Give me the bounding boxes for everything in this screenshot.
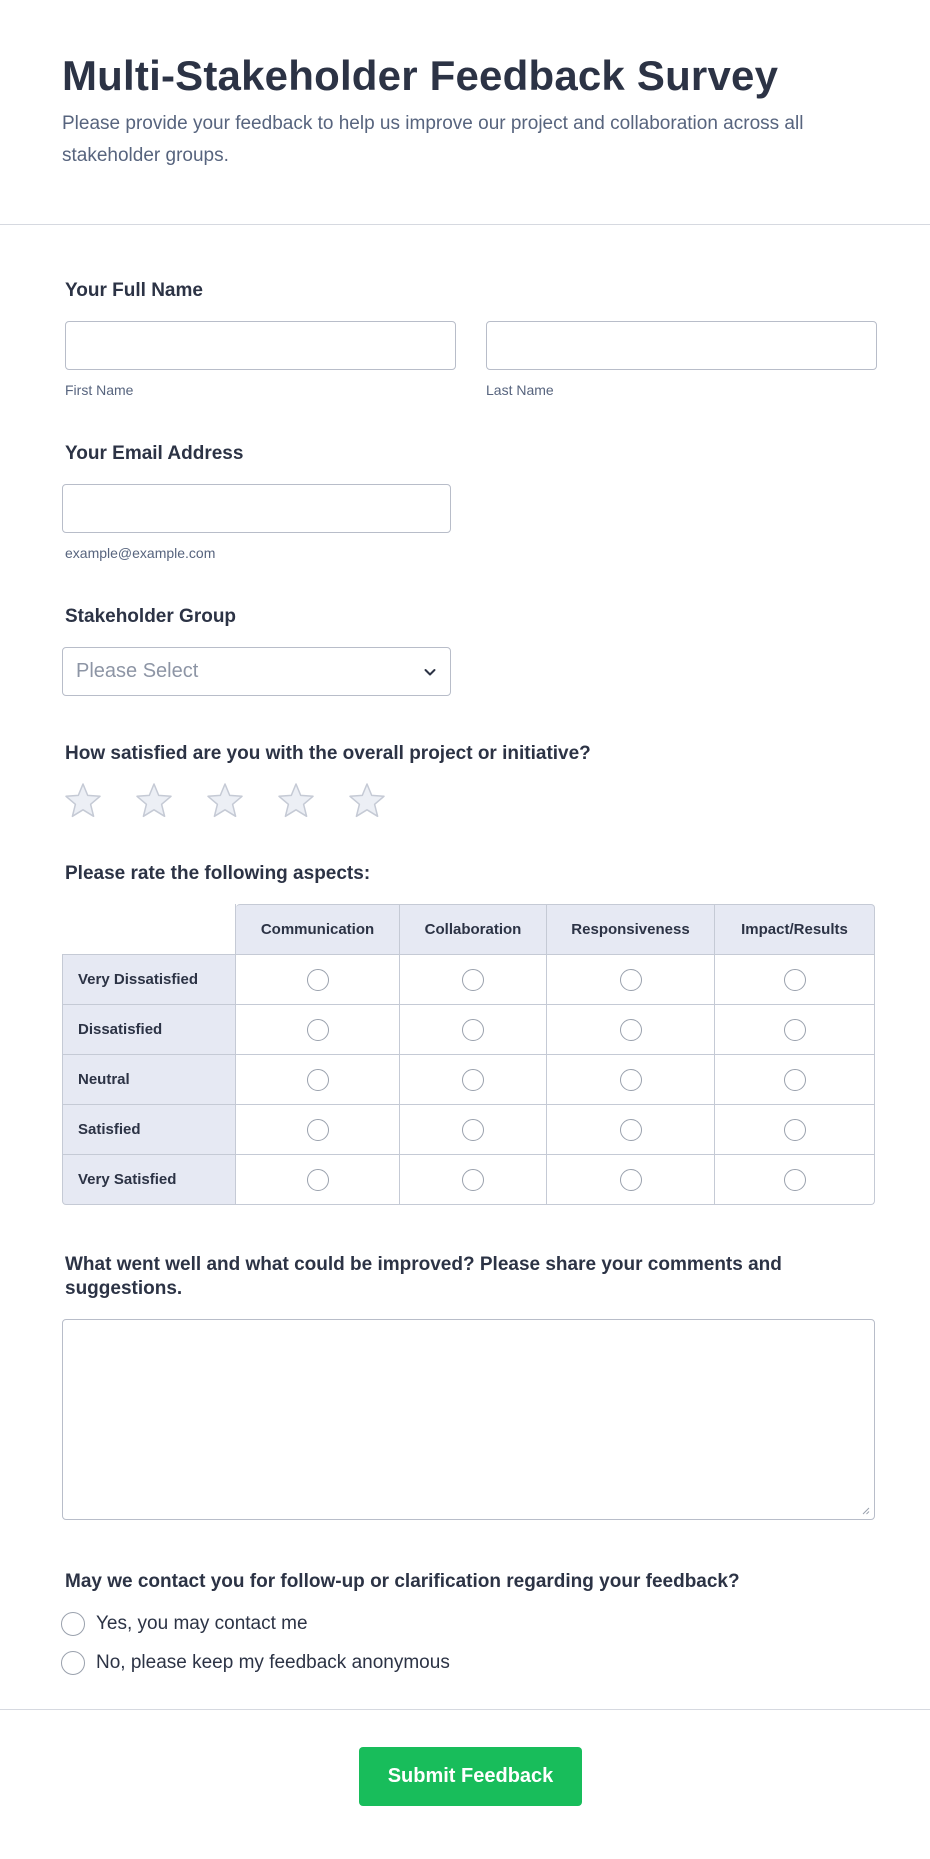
full-name-section [62,279,868,398]
comments-section [62,1253,868,1520]
satisfaction-label: How satisfied are you with the overall project or initiative? [65,743,591,764]
matrix-cell [547,1105,715,1155]
matrix-radio[interactable] [307,969,329,991]
matrix-radio[interactable] [620,1169,642,1191]
matrix-column-header: Responsiveness [547,904,715,955]
matrix-cell [236,1105,400,1155]
contact-option-no-label: No, please keep my feedback anonymous [96,1652,450,1673]
name-row [65,321,868,398]
matrix-cell [547,955,715,1005]
radio-no[interactable] [61,1651,85,1675]
contact-option-yes-label: Yes, you may contact me [96,1613,308,1634]
matrix-cell [400,1005,547,1055]
email-label: Your Email Address [65,443,244,464]
matrix-corner [62,904,236,955]
matrix-cell [715,1005,875,1055]
last-name-col [486,321,877,398]
matrix-radio[interactable] [462,1169,484,1191]
matrix-radio[interactable] [307,1069,329,1091]
matrix-radio[interactable] [462,1119,484,1141]
matrix-radio[interactable] [784,969,806,991]
matrix-radio[interactable] [462,1069,484,1091]
matrix-row [62,1105,875,1155]
matrix-cell [715,1055,875,1105]
matrix-row [62,1005,875,1055]
matrix-row [62,1055,875,1105]
matrix-column-header: Impact/Results [715,904,875,955]
matrix-radio[interactable] [620,1069,642,1091]
matrix-radio[interactable] [784,1069,806,1091]
first-name-sublabel: First Name [65,382,134,398]
email-input[interactable] [62,484,451,533]
matrix-radio[interactable] [462,1019,484,1041]
matrix-radio[interactable] [620,1019,642,1041]
resize-grip-icon[interactable] [860,1505,870,1515]
star-icon[interactable] [134,782,174,820]
matrix-cell [400,1155,547,1205]
contact-label: May we contact you for follow-up or clarification regarding your feedback? [65,1571,740,1592]
form-footer [0,1709,930,1859]
star-rating [63,782,868,820]
satisfaction-section [62,742,868,820]
matrix-radio[interactable] [784,1019,806,1041]
matrix-cell [400,955,547,1005]
contact-section [62,1570,868,1675]
stakeholder-group-section [62,605,868,696]
rating-matrix [62,904,875,1205]
matrix-cell [400,1105,547,1155]
contact-options [62,1612,868,1675]
first-name-input[interactable] [65,321,456,370]
matrix-column-header: Communication [236,904,400,955]
matrix-radio[interactable] [307,1119,329,1141]
contact-option-no[interactable] [61,1651,868,1675]
matrix-cell [236,1155,400,1205]
matrix-row [62,955,875,1005]
matrix-radio[interactable] [462,969,484,991]
form-header [0,0,930,225]
first-name-col [65,321,456,398]
page-subtitle: Please provide your feedback to help us improve our project and collaboration across all stakeholder groups. [62,113,804,166]
contact-option-yes[interactable] [61,1612,868,1636]
matrix-row-label: Dissatisfied [62,1005,236,1055]
matrix-radio[interactable] [620,969,642,991]
star-icon[interactable] [205,782,245,820]
submit-button[interactable]: Submit Feedback [359,1747,582,1806]
matrix-label: Please rate the following aspects: [65,863,371,884]
matrix-row-label: Very Satisfied [62,1155,236,1205]
chevron-down-icon [422,664,438,680]
page-title: Multi-Stakeholder Feedback Survey [62,52,779,99]
matrix-cell [236,1055,400,1105]
matrix-row-label: Neutral [62,1055,236,1105]
matrix-cell [236,955,400,1005]
matrix-cell [547,1155,715,1205]
star-icon[interactable] [347,782,387,820]
matrix-row-label: Very Dissatisfied [62,955,236,1005]
matrix-column-header: Collaboration [400,904,547,955]
matrix-row [62,1155,875,1205]
radio-yes[interactable] [61,1612,85,1636]
last-name-sublabel: Last Name [486,382,554,398]
stakeholder-group-select[interactable] [62,647,451,696]
matrix-radio[interactable] [307,1019,329,1041]
email-sublabel: example@example.com [65,545,216,561]
comments-label: What went well and what could be improved? Please share your comments and suggestions. [65,1254,782,1299]
matrix-cell [715,1105,875,1155]
full-name-label: Your Full Name [65,280,203,301]
email-section [62,442,868,561]
matrix-radio[interactable] [784,1169,806,1191]
last-name-input[interactable] [486,321,877,370]
matrix-cell [715,955,875,1005]
survey-form [0,279,930,1675]
matrix-cell [547,1005,715,1055]
stakeholder-group-value: Please Select [76,660,199,682]
matrix-cell [715,1155,875,1205]
star-icon[interactable] [63,782,103,820]
stakeholder-group-label: Stakeholder Group [65,606,237,627]
matrix-cell [400,1055,547,1105]
comments-textarea[interactable] [62,1319,875,1520]
matrix-radio[interactable] [784,1119,806,1141]
star-icon[interactable] [276,782,316,820]
matrix-radio[interactable] [620,1119,642,1141]
matrix-section [62,862,868,1205]
matrix-cell [236,1005,400,1055]
matrix-radio[interactable] [307,1169,329,1191]
matrix-cell [547,1055,715,1105]
matrix-row-label: Satisfied [62,1105,236,1155]
